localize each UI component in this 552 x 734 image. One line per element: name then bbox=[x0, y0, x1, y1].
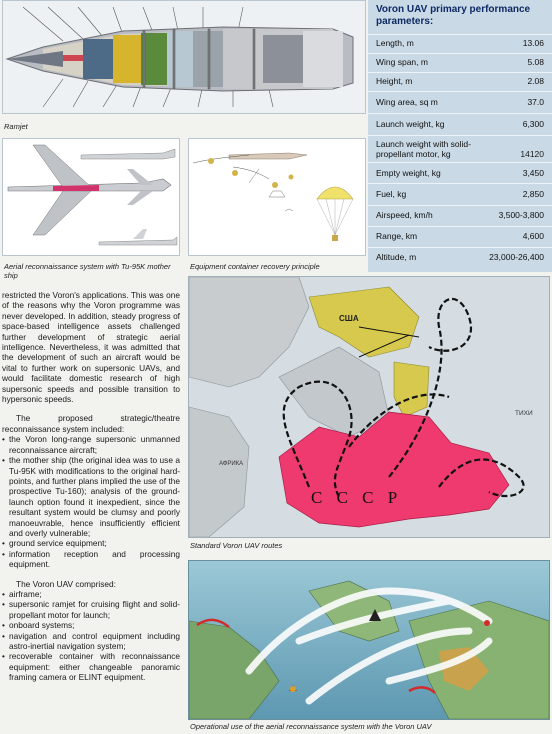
param-value: 3,450 bbox=[522, 168, 544, 178]
param-label: Wing span, m bbox=[376, 57, 428, 67]
ramjet-cutaway-illustration bbox=[3, 1, 365, 113]
operational-map-graphic bbox=[189, 561, 549, 719]
param-row bbox=[376, 231, 544, 241]
param-label: Length, m bbox=[376, 38, 414, 48]
map-label-africa: АФРИКА bbox=[219, 461, 244, 467]
param-value: 4,600 bbox=[522, 231, 544, 241]
param-value: 5.08 bbox=[527, 57, 544, 67]
param-label: Launch weight, kg bbox=[376, 119, 445, 129]
parameters-title: Voron UAV primary performance parameters: bbox=[376, 4, 531, 27]
system-components-list bbox=[2, 434, 180, 569]
param-row bbox=[376, 252, 544, 262]
param-value: 13.06 bbox=[522, 38, 544, 48]
parameters-panel bbox=[368, 0, 552, 272]
recovery-figure bbox=[188, 138, 366, 256]
param-value: 3,500-3,800 bbox=[498, 210, 544, 220]
paragraph: restricted the Voron's applications. This was one of the reasons why the Voron programme was never developed. In addition, steady progress of space-based intelligence assets challenged further development of strategic aerial intelligence. Nevertheless, it was admitted that the development of such an aircraft would be vital to further work on supersonic UAVs, and would facilitate domestic research of high supersonic speeds and possible transition to hypersonic speeds. bbox=[2, 290, 180, 405]
param-label: Height, m bbox=[376, 76, 413, 86]
tu95-figure bbox=[2, 138, 180, 256]
param-label: Range, km bbox=[376, 231, 418, 241]
map-label-ussr: С С С Р bbox=[311, 488, 403, 507]
divider bbox=[368, 183, 552, 184]
param-row bbox=[376, 210, 544, 220]
param-row bbox=[376, 119, 544, 129]
map-label-tikhi: ТИХИ bbox=[515, 410, 533, 417]
param-value: 2.08 bbox=[527, 76, 544, 86]
divider bbox=[368, 72, 552, 73]
list-item: • onboard systems; bbox=[2, 620, 180, 630]
list-item: • the Voron long-range supersonic unmanned reconnaissance aircraft; bbox=[2, 434, 180, 455]
uav-components-list bbox=[2, 589, 180, 683]
param-row bbox=[376, 168, 544, 178]
param-label: Wing area, sq m bbox=[376, 97, 438, 107]
tu95-aircraft-illustration bbox=[3, 139, 179, 255]
param-value: 2,850 bbox=[522, 189, 544, 199]
list-item: • the mother ship (the original idea was to use a Tu-95K with modifications to the original hard-points, and further plans implied the use of the prospective Tu-160); analysis of the ground-launch option found it inexpedient, since the resultant system would be clumsy and poorly manoeuvrable, hence insufficiently efficient and overly vulnerable; bbox=[2, 455, 180, 538]
list-item: • navigation and control equipment including astro-inertial navigation system; bbox=[2, 631, 180, 652]
article-body bbox=[2, 290, 180, 683]
divider bbox=[368, 113, 552, 114]
param-value: 6,300 bbox=[522, 119, 544, 129]
divider bbox=[368, 226, 552, 227]
list-item: • information reception and processing equipment. bbox=[2, 549, 180, 570]
routes-caption: Standard Voron UAV routes bbox=[190, 541, 283, 550]
list-item: • supersonic ramjet for cruising flight and solid-propellant motor for launch; bbox=[2, 599, 180, 620]
routes-map bbox=[188, 276, 550, 538]
operational-map bbox=[188, 560, 550, 720]
paragraph: The Voron UAV comprised: bbox=[16, 578, 116, 589]
list-item: • ground service equipment; bbox=[2, 538, 180, 548]
tu95-caption: Aerial reconnaissance system with Tu-95K mother ship bbox=[4, 262, 171, 280]
list-item: • airframe; bbox=[2, 589, 180, 599]
param-label: Launch weight with solid-propellant motor, kg bbox=[376, 139, 471, 159]
operational-caption: Operational use of the aerial reconnaissance system with the Voron UAV bbox=[190, 722, 432, 731]
param-label: Fuel, kg bbox=[376, 189, 407, 199]
param-label: Airspeed, km/h bbox=[376, 210, 433, 220]
ramjet-figure bbox=[2, 0, 366, 114]
divider bbox=[368, 34, 552, 35]
param-row bbox=[376, 97, 544, 107]
param-row bbox=[376, 38, 544, 48]
map-label-usa: США bbox=[339, 314, 359, 323]
divider bbox=[368, 205, 552, 206]
param-label: Altitude, m bbox=[376, 252, 417, 262]
param-row bbox=[376, 57, 544, 67]
list-item: • recoverable container with reconnaissance equipment: either changeable panoramic framing camera or ELINT equipment. bbox=[2, 651, 180, 682]
recovery-caption: Equipment container recovery principle bbox=[190, 262, 320, 271]
routes-map-graphic bbox=[189, 277, 549, 537]
param-row bbox=[376, 189, 544, 199]
param-value: 14120 bbox=[520, 149, 544, 159]
divider bbox=[368, 162, 552, 163]
param-label: Empty weight, kg bbox=[376, 168, 441, 178]
recovery-principle-illustration bbox=[189, 139, 365, 255]
param-row bbox=[376, 139, 504, 159]
param-value: 37.0 bbox=[527, 97, 544, 107]
ramjet-caption: Ramjet bbox=[4, 122, 28, 131]
divider bbox=[368, 91, 552, 92]
param-value: 23,000-26,400 bbox=[489, 252, 544, 262]
param-row bbox=[376, 76, 544, 86]
paragraph: The proposed strategic/theatre reconnaissance system included: bbox=[2, 413, 180, 434]
divider bbox=[368, 135, 552, 136]
divider bbox=[368, 247, 552, 248]
divider bbox=[368, 53, 552, 54]
